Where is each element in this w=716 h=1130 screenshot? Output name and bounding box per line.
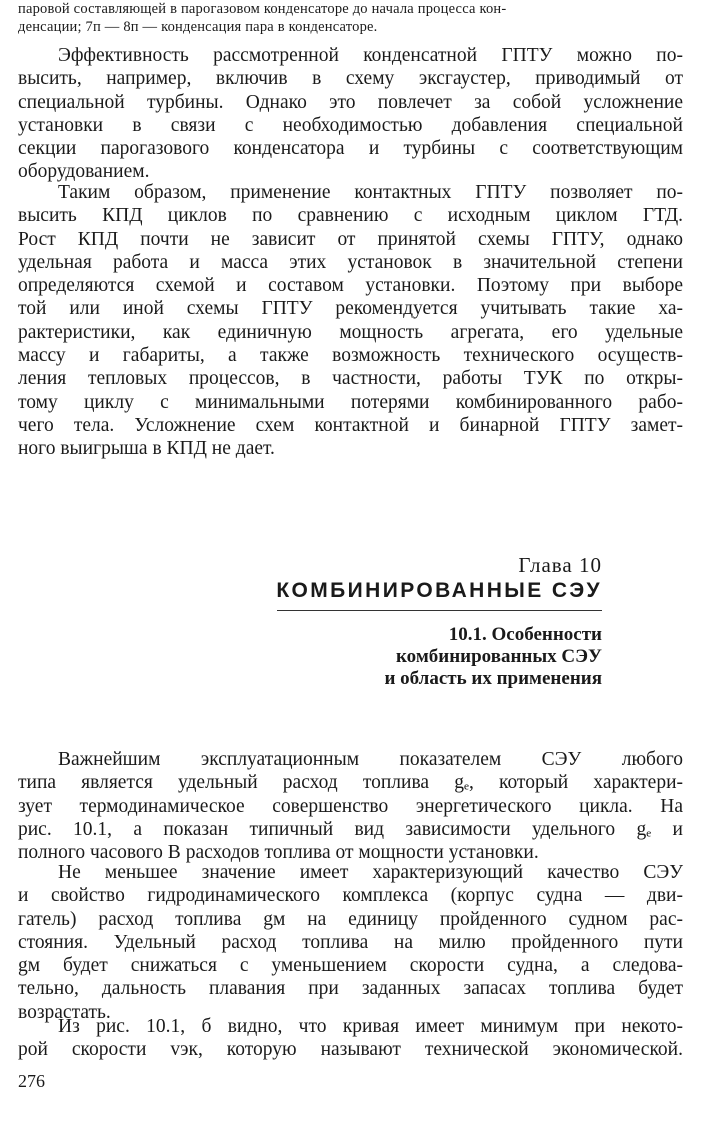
text-line: типа является удельный расход топлива gₑ, который характери- bbox=[18, 772, 683, 794]
section-heading-line: комбинированных СЭУ bbox=[395, 646, 602, 667]
chapter-number: Глава 10 bbox=[518, 553, 602, 577]
text-line: Эффективность рассмотренной конденсатной ГПТУ можно по- bbox=[58, 45, 683, 66]
page-number: 276 bbox=[18, 1071, 45, 1091]
figure-caption-fragment bbox=[18, 0, 683, 36]
text-line: ного выигрыша в КПД не дает. bbox=[18, 438, 275, 460]
text-line: установки в связи с необходимостью добавления специальной bbox=[18, 114, 683, 136]
section-heading bbox=[384, 624, 602, 690]
text-line: секции парогазового конденсатора и турбины с соответствующим bbox=[18, 138, 683, 160]
text-line: стояния. Удельный расход топлива на милю пройденного пути bbox=[18, 931, 683, 953]
text-line: специальной турбины. Однако это повлечет за собой усложнение bbox=[18, 91, 683, 113]
text-line: Важнейшим эксплуатационным показателем СЭУ любого bbox=[58, 749, 683, 770]
chapter-divider bbox=[277, 610, 602, 611]
text-line: Не меньшее значение имеет характеризующий качество СЭУ bbox=[58, 862, 683, 883]
text-line: рактеристики, как единичную мощность агрегата, его удельные bbox=[18, 321, 683, 343]
text-line: ления тепловых процессов, в частности, работы ТУК по откры- bbox=[18, 368, 683, 390]
paragraph-economic-speed bbox=[18, 1015, 683, 1062]
section-heading-line: и область их применения bbox=[384, 668, 602, 689]
text-line: Таким образом, применение контактных ГПТУ позволяет по- bbox=[58, 182, 683, 203]
text-line: высить, например, включив в схему эксгаустер, приводимый от bbox=[18, 68, 683, 90]
text-line: удельная работа и масса этих установок в значительной степени bbox=[18, 251, 683, 273]
paragraph-fuel-consumption bbox=[18, 748, 683, 864]
paragraph-fuel-per-mile bbox=[18, 861, 683, 1024]
text-line: той или иной схемы ГПТУ рекомендуется учитывать такие ха- bbox=[18, 298, 683, 320]
section-heading-line: 10.1. Особенности bbox=[448, 624, 602, 645]
text-line: чего тела. Усложнение схем контактной и бинарной ГПТУ замет- bbox=[18, 414, 683, 436]
text-line: высить КПД циклов по сравнению с исходным циклом ГТД. bbox=[18, 205, 683, 227]
text-line: Из рис. 10.1, б видно, что кривая имеет минимум при некото- bbox=[58, 1016, 683, 1037]
text-line: и свойство гидродинамического комплекса (корпус судна — дви- bbox=[18, 885, 683, 907]
text-line: денсации; 7п — 8п — конденсация пара в конденсаторе. bbox=[18, 19, 378, 35]
paragraph-conclusion bbox=[18, 181, 683, 461]
text-line: паровой составляющей в парогазовом конденсаторе до начала процесса кон- bbox=[18, 1, 507, 17]
text-line: массу и габариты, а также возможность технического осуществ- bbox=[18, 345, 683, 367]
text-line: возрастать. bbox=[18, 1001, 111, 1023]
text-line: определяются схемой и составом установки. Поэтому при выборе bbox=[18, 275, 683, 297]
text-line: Рост КПД почти не зависит от принятой схемы ГПТУ, однако bbox=[18, 228, 683, 250]
text-line: оборудованием. bbox=[18, 161, 150, 183]
paragraph-eksgauster bbox=[18, 44, 683, 184]
text-line: зует термодинамическое совершенство энергетического цикла. На bbox=[18, 795, 683, 817]
text-line: рой скорости vэк, которую называют технической экономической. bbox=[18, 1039, 683, 1061]
text-line: полного часового В расходов топлива от мощности установки. bbox=[18, 842, 539, 864]
text-line: тельно, дальность плавания при заданных запасах топлива будет bbox=[18, 978, 683, 1000]
text-line: тому циклу с минимальными потерями комбинированного рабо- bbox=[18, 391, 683, 413]
text-line: gм будет снижаться с уменьшением скорости судна, а следова- bbox=[18, 955, 683, 977]
chapter-title: КОМБИНИРОВАННЫЕ СЭУ bbox=[276, 579, 602, 602]
text-line: гатель) расход топлива gм на единицу пройденного судном рас- bbox=[18, 908, 683, 930]
text-line: рис. 10.1, а показан типичный вид зависимости удельного gₑ и bbox=[18, 818, 683, 840]
